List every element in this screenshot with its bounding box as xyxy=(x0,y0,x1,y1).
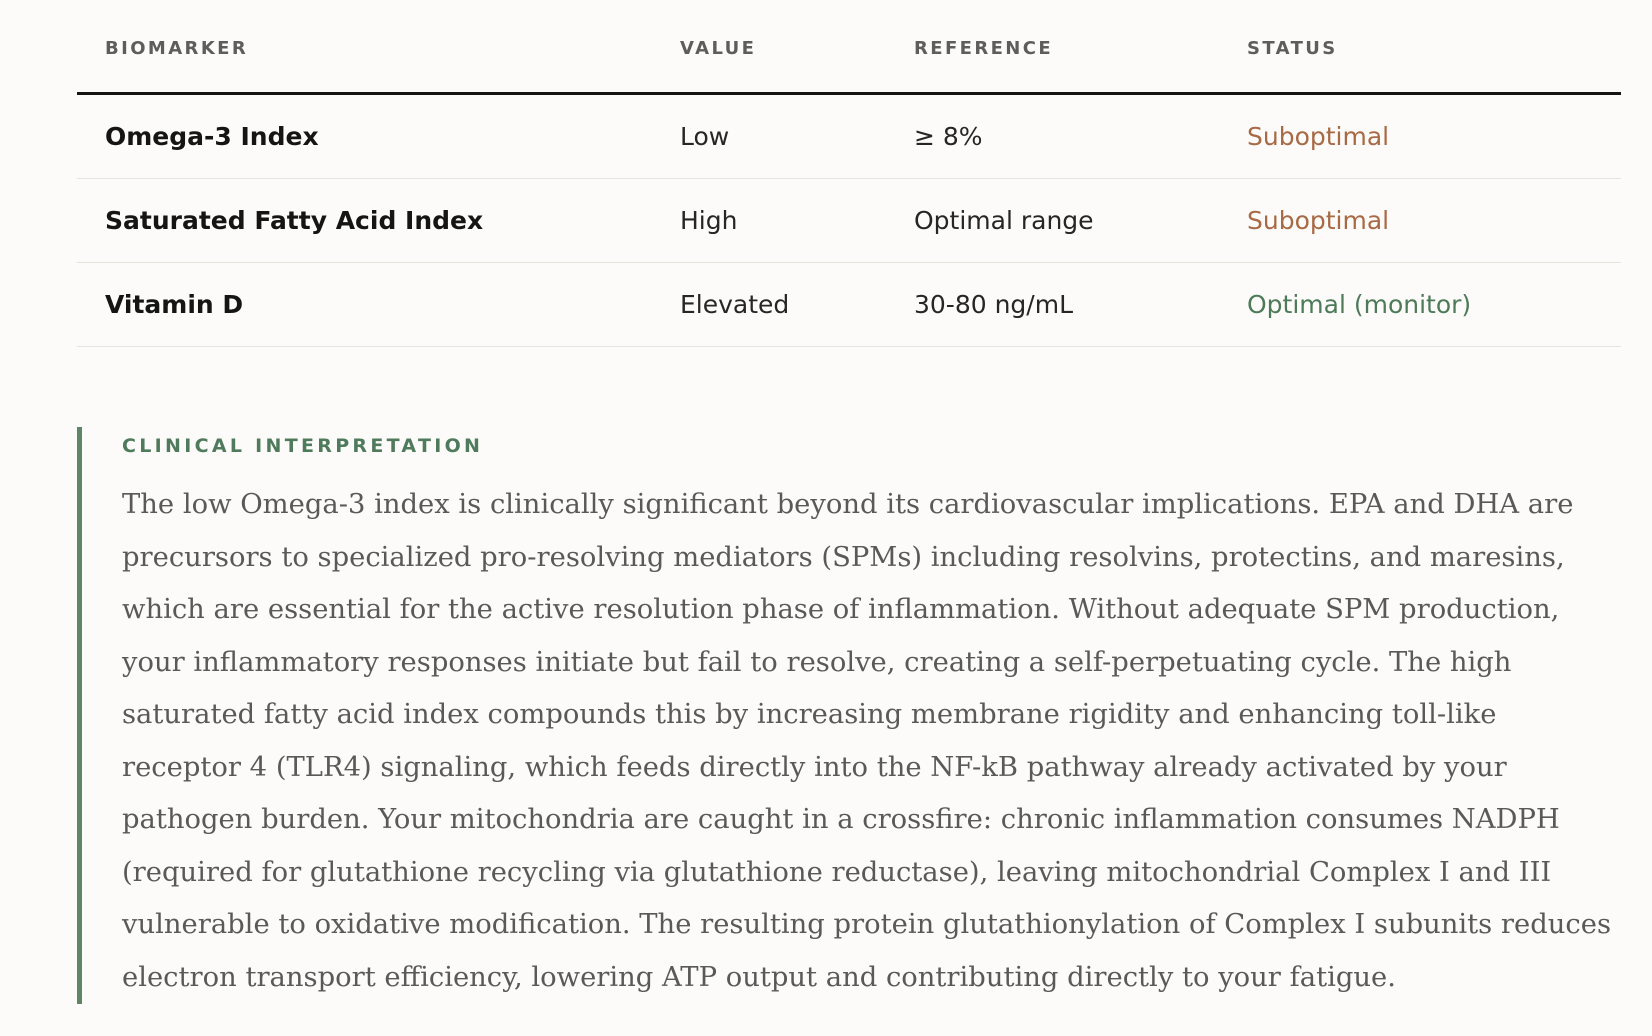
column-header-reference xyxy=(886,0,1219,94)
table-row xyxy=(77,263,1621,347)
biomarker-table xyxy=(77,0,1621,347)
table-row xyxy=(77,179,1621,263)
biomarker-value: Elevated xyxy=(652,263,886,347)
biomarker-name: Saturated Fatty Acid Index xyxy=(77,179,652,263)
biomarker-reference: Optimal range xyxy=(886,179,1219,263)
table-row xyxy=(77,94,1621,179)
column-header-reference-label: REFERENCE xyxy=(914,37,1054,59)
clinical-interpretation-block xyxy=(77,427,1621,1004)
biomarker-value: High xyxy=(652,179,886,263)
table-header xyxy=(77,0,1621,94)
interpretation-paragraph: The low Omega-3 index is clinically significant beyond its cardiovascular implications. EPA and DHA are precursors to specialized pro-resolving mediators (SPMs) including resolvins, protectins, and maresins, which are essential for the active resolution phase of inflammation. Without adequate SPM production, your inflammatory responses initiate but fail to resolve, creating a self-perpetuating cycle. The high saturated fatty acid index compounds this by increasing membrane rigidity and enhancing toll-like receptor 4 (TLR4) signaling, which feeds directly into the NF-kB pathway already activated by your pathogen burden. Your mitochondria are caught in a crossfire: chronic inflammation consumes NADPH (required for glutathione recycling via glutathione reductase), leaving mitochondrial Complex I and III vulnerable to oxidative modification. The resulting protein glutathionylation of Complex I subunits reduces electron transport efficiency, lowering ATP output and contributing directly to your fatigue. xyxy=(122,489,1612,993)
column-header-value-label: VALUE xyxy=(680,37,757,59)
status-badge: Suboptimal xyxy=(1219,94,1621,179)
biomarker-reference: ≥ 8% xyxy=(886,94,1219,179)
biomarker-reference: 30-80 ng/mL xyxy=(886,263,1219,347)
status-badge: Suboptimal xyxy=(1219,179,1621,263)
status-badge: Optimal (monitor) xyxy=(1219,263,1621,347)
table-body xyxy=(77,94,1621,347)
table-header-row xyxy=(77,0,1621,94)
column-header-status xyxy=(1219,0,1621,94)
column-header-value xyxy=(652,0,886,94)
column-header-status-label: STATUS xyxy=(1247,37,1338,59)
lab-results-page xyxy=(77,0,1621,993)
biomarker-name: Omega-3 Index xyxy=(77,94,652,179)
column-header-biomarker xyxy=(77,0,652,94)
section-label: CLINICAL INTERPRETATION xyxy=(122,435,484,457)
biomarker-value: Low xyxy=(652,94,886,179)
biomarker-name: Vitamin D xyxy=(77,263,652,347)
column-header-biomarker-label: BIOMARKER xyxy=(105,37,249,59)
